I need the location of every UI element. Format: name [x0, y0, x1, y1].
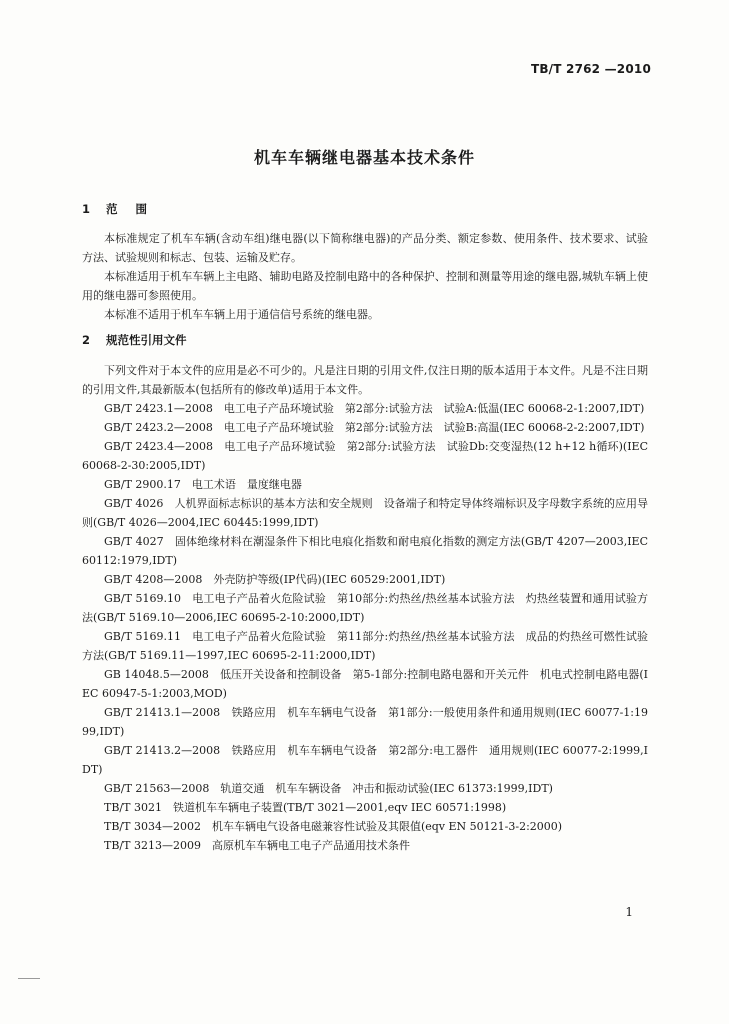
reference-item: GB/T 4027 固体绝缘材料在潮湿条件下相比电痕化指数和耐电痕化指数的测定方法(GB/T 4207—2003,IEC 60112:1979,IDT)	[82, 535, 648, 567]
section-1-paragraph: 本标准不适用于机车车辆上用于通信信号系统的继电器。	[104, 308, 379, 321]
section-1-number: 1	[82, 202, 91, 216]
reference-item: TB/T 3213—2009 高原机车车辆电工电子产品通用技术条件	[104, 839, 410, 852]
standard-code: TB/T 2762 —2010	[530, 62, 651, 76]
reference-item: GB/T 2900.17 电工术语 量度继电器	[104, 478, 302, 491]
section-2-number: 2	[82, 333, 91, 347]
reference-item: TB/T 3021 铁道机车车辆电子装置(TB/T 3021—2001,eqv IEC 60571:1998)	[104, 801, 507, 814]
section-1-paragraph: 本标准适用于机车车辆上主电路、辅助电路及控制电路中的各种保护、控制和测量等用途的继电器,城轨车辆上使用的继电器可参照使用。	[82, 270, 648, 302]
reference-item: GB/T 2423.4—2008 电工电子产品环境试验 第2部分:试验方法 试验Db:交变湿热(12 h+12 h循环)(IEC 60068-2-30:2005,IDT)	[82, 440, 648, 472]
section-1-body	[82, 229, 648, 324]
section-2-title: 规范性引用文件	[106, 333, 187, 347]
section-2-body	[82, 361, 648, 855]
reference-item: GB/T 5169.10 电工电子产品着火危险试验 第10部分:灼热丝/热丝基本试验方法 灼热丝装置和通用试验方法(GB/T 5169.10—2006,IEC 60695-2-10:2000,IDT)	[82, 592, 648, 624]
reference-item: GB/T 21413.2—2008 铁路应用 机车车辆电气设备 第2部分:电工器件 通用规则(IEC 60077-2:1999,IDT)	[82, 744, 648, 776]
reference-item: GB/T 4026 人机界面标志标识的基本方法和安全规则 设备端子和特定导体终端标识及字母数字系统的应用导则(GB/T 4026—2004,IEC 60445:1999,IDT)	[82, 497, 648, 529]
section-1-title: 范围	[106, 202, 166, 216]
section-1-heading	[82, 201, 165, 217]
reference-item: TB/T 3034—2002 机车车辆电气设备电磁兼容性试验及其限值(eqv EN 50121-3-2:2000)	[104, 820, 563, 833]
page-number: 1	[625, 905, 633, 919]
section-2-intro: 下列文件对于本文件的应用是必不可少的。凡是注日期的引用文件,仅注日期的版本适用于本文件。凡是不注日期的引用文件,其最新版本(包括所有的修改单)适用于本文件。	[82, 364, 648, 396]
section-1-paragraph: 本标准规定了机车车辆(含动车组)继电器(以下简称继电器)的产品分类、额定参数、使用条件、技术要求、试验方法、试验规则和标志、包装、运输及贮存。	[82, 232, 648, 264]
reference-item: GB/T 21563—2008 轨道交通 机车车辆设备 冲击和振动试验(IEC 61373:1999,IDT)	[104, 782, 553, 795]
reference-item: GB/T 5169.11 电工电子产品着火危险试验 第11部分:灼热丝/热丝基本试验方法 成品的灼热丝可燃性试验方法(GB/T 5169.11—1997,IEC 60695-2-11:2000,IDT)	[82, 630, 648, 662]
document-title: 机车车辆继电器基本技术条件	[253, 148, 475, 167]
section-2-heading	[82, 332, 187, 348]
scan-artifact-line	[18, 978, 40, 979]
reference-item: GB 14048.5—2008 低压开关设备和控制设备 第5-1部分:控制电路电器和开关元件 机电式控制电路电器(IEC 60947-5-1:2003,MOD)	[82, 668, 648, 700]
reference-item: GB/T 4208—2008 外壳防护等级(IP代码)(IEC 60529:2001,IDT)	[104, 573, 446, 586]
reference-item: GB/T 21413.1—2008 铁路应用 机车车辆电气设备 第1部分:一般使用条件和通用规则(IEC 60077-1:1999,IDT)	[82, 706, 648, 738]
reference-item: GB/T 2423.2—2008 电工电子产品环境试验 第2部分:试验方法 试验B:高温(IEC 60068-2-2:2007,IDT)	[104, 421, 645, 434]
reference-item: GB/T 2423.1—2008 电工电子产品环境试验 第2部分:试验方法 试验A:低温(IEC 60068-2-1:2007,IDT)	[104, 402, 645, 415]
